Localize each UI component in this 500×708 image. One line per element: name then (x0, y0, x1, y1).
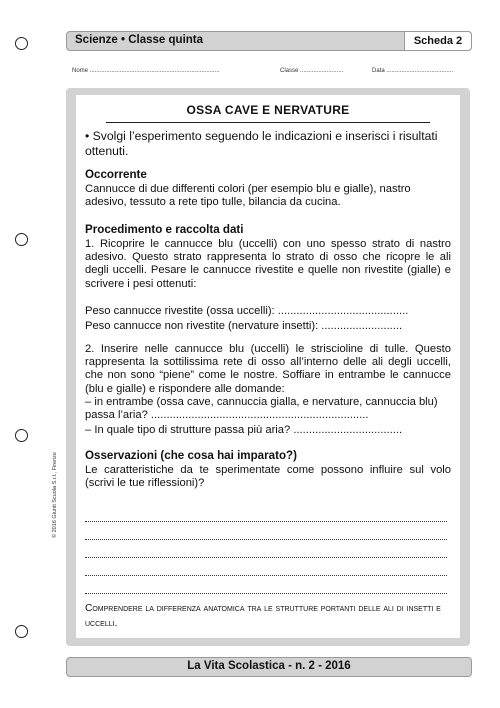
header-bar (66, 31, 472, 51)
date-field: Data ........................................ (372, 68, 454, 74)
weight-covered-line: Peso cannucce rivestite (ossa uccelli): .......................................... (85, 305, 409, 317)
worksheet-title: OSSA CAVE E NERVATURE (186, 103, 350, 117)
answer-line-5 (85, 579, 447, 594)
copyright-notice: © 2016 Giunti Scuola S.r.l., Firenze (52, 452, 58, 538)
materials-text: Cannucce di due differenti colori (per esempio blu e gialle), nastro adesivo, tessuto a rete tipo tulle, bilancia da cucina. (85, 183, 411, 209)
question-1: – in entrambe (ossa cave, cannuccia gialla, e nervature, cannuccia blu) passa l’aria? ...................................................................... (85, 396, 438, 422)
binder-hole-3 (15, 429, 28, 442)
observations-heading: Osservazioni (che cosa hai imparato?) (85, 449, 297, 462)
instruction-text: • Svolgi l’esperimento seguendo le indicazioni e inserisci i risultati ottenuti. (85, 129, 438, 158)
answer-line-4 (85, 561, 447, 576)
footer-text: La Vita Scolastica - n. 2 - 2016 (187, 660, 351, 672)
answer-line-2 (85, 525, 447, 540)
weight-uncovered-line: Peso cannucce non rivestite (nervature insetti): .......................... (85, 320, 403, 332)
worksheet-frame (66, 88, 470, 646)
step-1-text: 1. Ricoprire le cannucce blu (uccelli) con uno spesso strato di nastro adesivo. Questo strato rappresenta lo strato di osso che ricopre le ali degli uccelli. Pesare le cannucce rivestite e quelle non rivestite (gialle) e scrivere i pesi ottenuti: (85, 238, 451, 290)
title-underline (106, 122, 430, 123)
materials-heading: Occorrente (85, 168, 147, 181)
binder-hole-2 (15, 233, 28, 246)
answer-line-3 (85, 543, 447, 558)
procedure-heading: Procedimento e raccolta dati (85, 223, 244, 236)
binder-hole-4 (15, 625, 28, 638)
binder-hole-1 (15, 37, 28, 50)
class-field: Classe .......................... (280, 68, 344, 74)
name-field: Nome .............................................................................. (72, 68, 220, 74)
student-fields (72, 68, 470, 78)
step-2-text: 2. Inserire nelle cannucce blu (uccelli) le striscioline di tulle. Questo rappresenta la sottilissima rete di osso all’interno delle ali degli uccelli, che non sono “piene” come le nostre. Soffiare in entrambe le cannucce (blu e gialle) e rispondere alle domande: (85, 343, 451, 395)
conclusion-text: Comprendere la differenza anatomica tra le strutture portanti delle ali di insetti e uccelli. (85, 603, 441, 629)
observations-question: Le caratteristiche da te sperimentate come possono influire sul volo (scrivi le tue riflessioni)? (85, 464, 451, 490)
header-title: Scienze • Classe quinta (75, 34, 204, 46)
question-2: – In quale tipo di strutture passa più aria? ................................... (85, 424, 403, 436)
worksheet-body (76, 95, 460, 638)
answer-line-1 (85, 507, 447, 522)
footer-bar (66, 657, 472, 677)
worksheet-number-tab: Scheda 2 (404, 31, 472, 51)
